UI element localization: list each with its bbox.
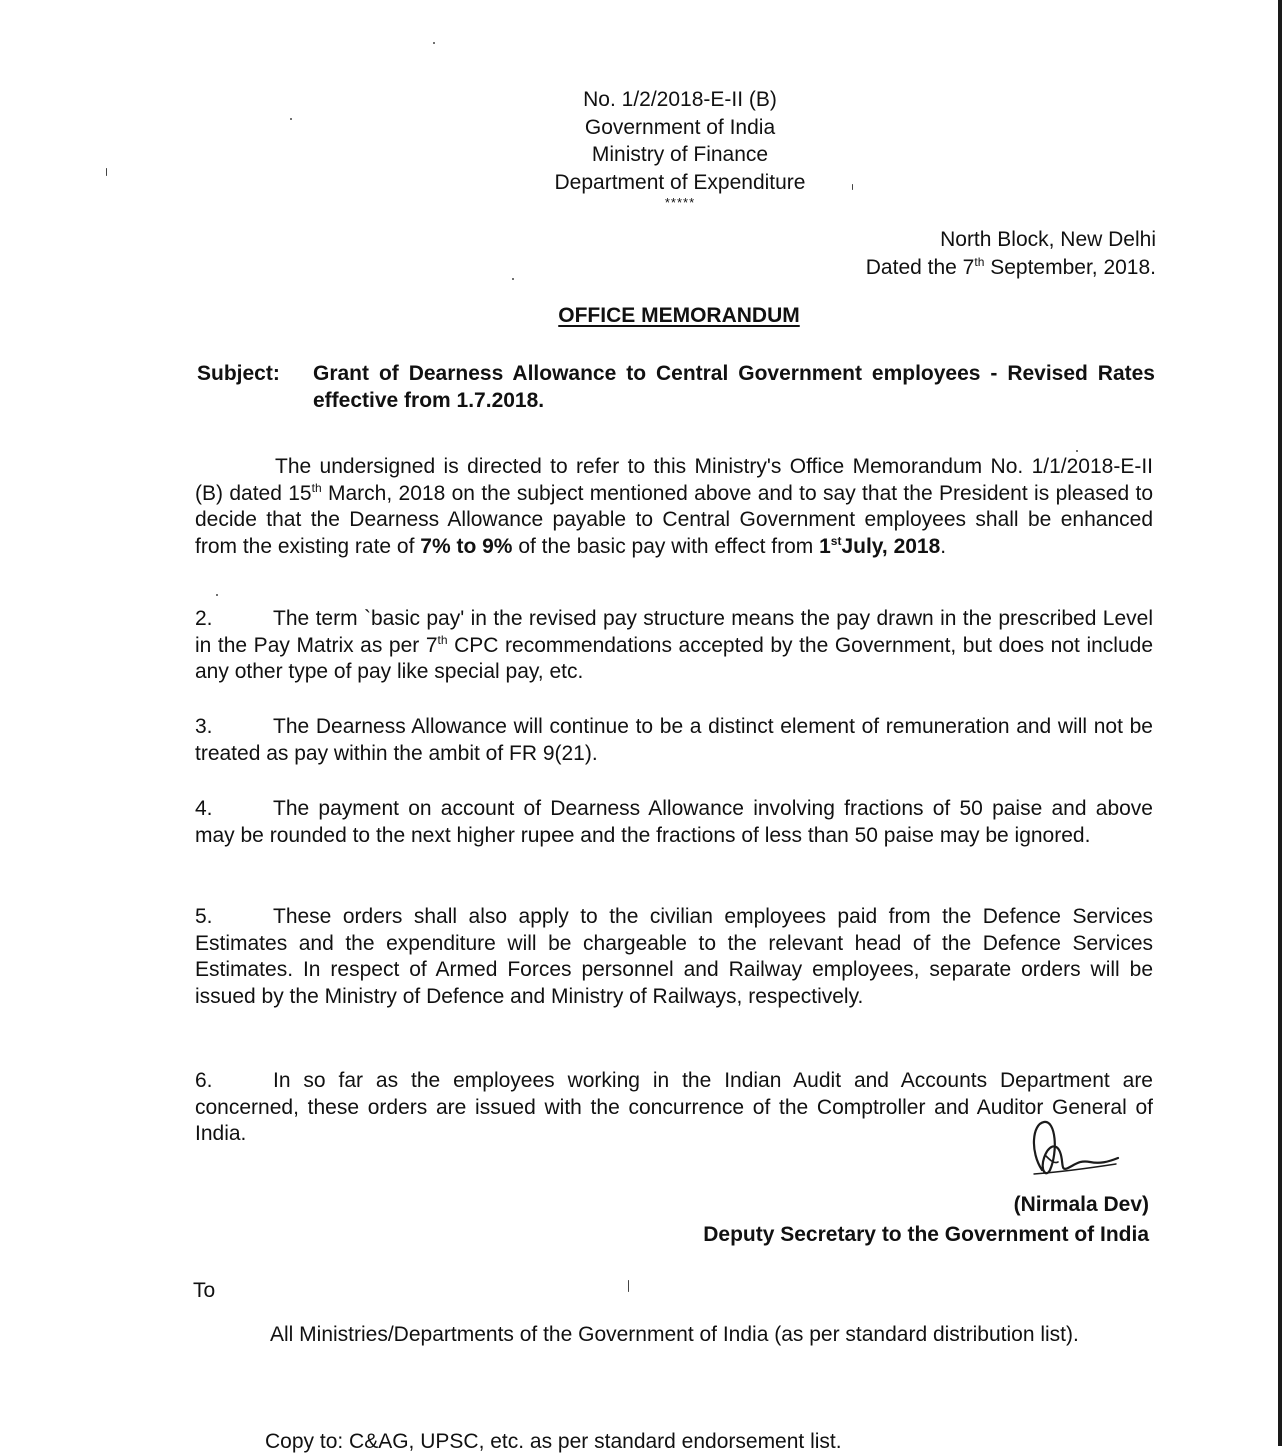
- subject-text: Grant of Dearness Allowance to Central Government employees - Revised Rates effective from 1.7.2018.: [313, 362, 1155, 412]
- place-date-block: [866, 226, 1156, 282]
- signatory-name: (Nirmala Dev): [1013, 1193, 1149, 1216]
- paragraph-2: 2. The term `basic pay' in the revised pay structure means the pay drawn in the prescribed Level in the Pay Matrix as per 7th CPC recommendations accepted by the Government, but does not include any other type of pay like special pay, etc.: [195, 607, 1154, 683]
- separator-stars: *****: [664, 195, 696, 210]
- memo-title: OFFICE MEMORANDUM: [558, 304, 800, 327]
- government-name: Government of India: [584, 115, 776, 139]
- letterhead: [480, 86, 880, 210]
- scan-speck: [106, 168, 107, 176]
- subject-block: [197, 360, 1155, 414]
- handwritten-signature: [1020, 1112, 1130, 1192]
- department-name: Department of Expenditure: [554, 170, 806, 194]
- page-edge-border: [1278, 0, 1282, 1446]
- subject-label: Subject:: [197, 362, 280, 385]
- signatory-designation: Deputy Secretary to the Government of India: [703, 1223, 1149, 1246]
- paragraph-5: 5. These orders shall also apply to the civilian employees paid from the Defence Services Estimates and the expenditure will be chargeable to the relevant head of the Defence Services Estimates. In respect of Armed Forces personnel and Railway employees, separate orders will be issued by the Ministry of Defence and Ministry of Railways, respectively.: [195, 905, 1153, 1008]
- scan-speck: [433, 42, 435, 44]
- paragraph-1: The undersigned is directed to refer to this Ministry's Office Memorandum No. 1/1/2018-E-II (B) dated 15th March, 2018 on the subject mentioned above and to say that the President is pleased to decide that the Dearness Allowance payable to Central Government employees shall be enhanced from the existing rate of 7% to 9% of the basic pay with effect from 1stJuly, 2018.: [195, 455, 1154, 558]
- location: North Block, New Delhi: [940, 228, 1156, 251]
- copy-to-line: Copy to: C&AG, UPSC, etc. as per standard endorsement list.: [265, 1430, 842, 1453]
- paragraph-3: 3. The Dearness Allowance will continue to be a distinct element of remuneration and will not be treated as pay within the ambit of FR 9(21).: [195, 715, 1153, 765]
- scan-speck: [290, 118, 292, 120]
- scan-speck: [1076, 450, 1078, 452]
- scan-speck: [628, 1280, 629, 1292]
- paragraph-6: 6. In so far as the employees working in the Indian Audit and Accounts Department are concerned, these orders are issued with the concurrence of the Comptroller and Auditor General of India.: [195, 1069, 1153, 1145]
- scan-speck: [512, 278, 514, 280]
- to-label: To: [193, 1279, 216, 1302]
- scan-speck: [216, 594, 218, 596]
- reference-number: No. 1/2/2018-E-II (B): [583, 88, 777, 111]
- paragraph-4: 4. The payment on account of Dearness Allowance involving fractions of 50 paise and above may be rounded to the next higher rupee and the fractions of less than 50 paise may be ignored.: [195, 797, 1153, 847]
- recipients: All Ministries/Departments of the Government of India (as per standard distribution list).: [270, 1323, 1079, 1346]
- date-line: Dated the 7th September, 2018.: [865, 255, 1156, 279]
- ministry-name: Ministry of Finance: [591, 143, 769, 166]
- signatory-block: [703, 1190, 1149, 1250]
